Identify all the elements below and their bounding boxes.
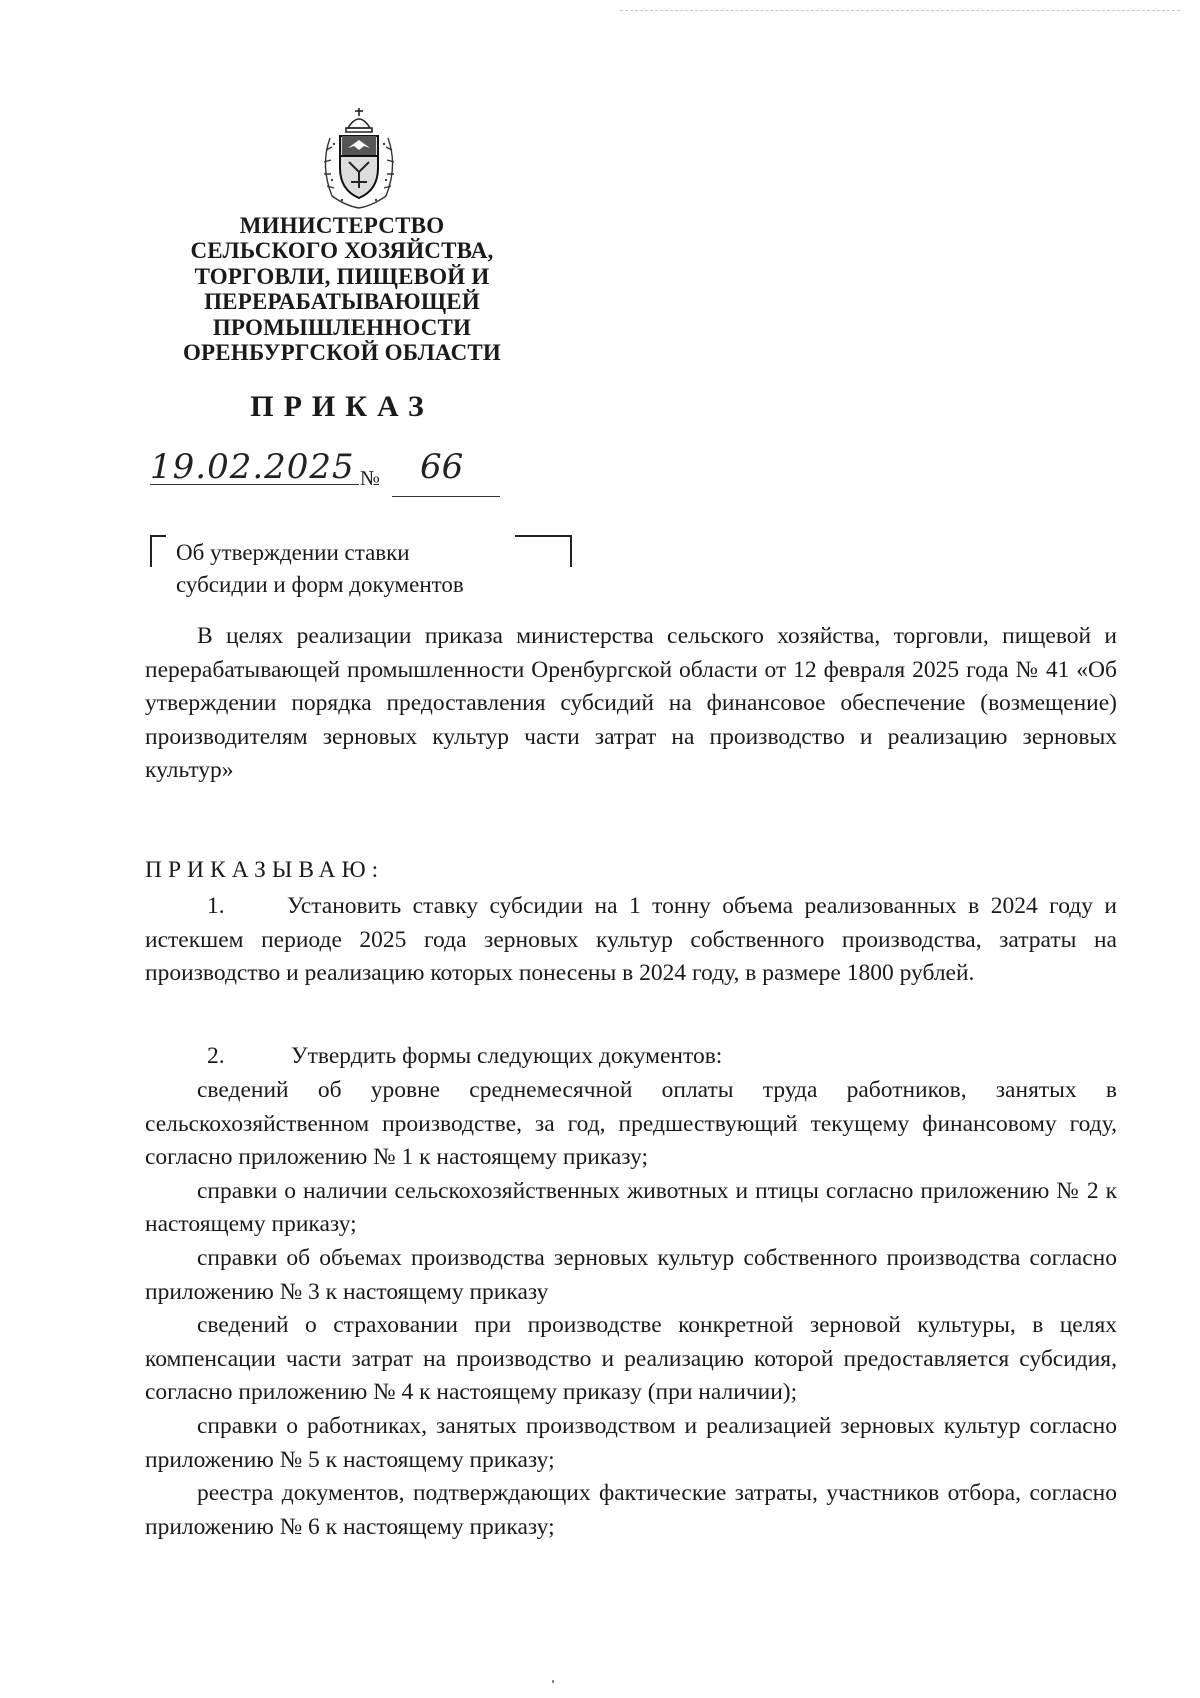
ministry-line: СЕЛЬСКОГО ХОЗЯЙСТВА, [190, 238, 494, 264]
ministry-line: ТОРГОВЛИ, ПИЩЕВОЙ И [194, 263, 490, 289]
coat-of-arms-emblem [318, 106, 400, 210]
order-number: 66 [420, 447, 464, 487]
order-date: 19.02.2025 [150, 447, 355, 487]
ministry-line: ОРЕНБУРГСКОЙ ОБЛАСТИ [182, 340, 502, 366]
item-2-text: Утвердить формы следующих документов: [291, 1043, 723, 1069]
form-item: справки о наличии сельскохозяйственных животных и птицы согласно приложению № 2 к настоящему приказу; [145, 1177, 1117, 1238]
forms-list [145, 1074, 1117, 1544]
ministry-name [140, 213, 544, 365]
ministry-line: МИНИСТЕРСТВО [239, 213, 445, 238]
ministry-line: ПЕРЕРАБАТЫВАЮЩЕЙ [204, 289, 480, 315]
scan-edge-line [620, 10, 1180, 11]
form-item: справки о работниках, занятых производством и реализацией зерновых культур согласно приложению № 5 к настоящему приказу; [145, 1412, 1117, 1473]
item-2-number: 2. [207, 1043, 225, 1069]
number-sign: № [360, 466, 381, 490]
item-1 [145, 890, 1117, 991]
subject-line: субсидии и форм документов [176, 572, 464, 597]
form-item: справки об объемах производства зерновых культур собственного производства согласно приложению № 3 к настоящему приказу [145, 1244, 1117, 1305]
scan-speck [552, 1680, 554, 1683]
subject-bracket-right [515, 535, 572, 567]
directive-heading: ПРИКАЗЫВАЮ: [145, 857, 385, 883]
form-item: сведений о страховании при производстве конкретной зерновой культуры, в целях компенсации части затрат на производство и реализацию которой предоставляется субсидия, согласно приложению № 4 к настоящему приказу (при наличии); [145, 1312, 1117, 1406]
ministry-line: ПРОМЫШЛЕННОСТИ [212, 314, 472, 340]
preamble-paragraph: В целях реализации приказа министерства сельского хозяйства, торговли, пищевой и перерабатывающей промышленности Оренбургской области от 12 февраля 2025 года № 41 «Об утверждении порядка предоставления субсидий на финансовое обеспечение (возмещение) производителям зерновых культур части затрат на производство и реализацию зерновых культур» [145, 623, 1117, 784]
subject-line: Об утверждении ставки [176, 540, 410, 565]
number-underline [392, 496, 500, 497]
item-2 [145, 1040, 722, 1074]
item-1-number: 1. [207, 893, 225, 919]
form-item: сведений об уровне среднемесячной оплаты труда работников, занятых в сельскохозяйственном производстве, за год, предшествующий текущему финансовому году, согласно приложению № 1 к настоящему приказу; [145, 1077, 1117, 1171]
item-1-text: Установить ставку субсидии на 1 тонну объема реализованных в 2024 году и истекшем периоде 2025 года зерновых культур собственного производства, затраты на производство и реализацию которых понесены в 2024 году, в размере 1800 рублей. [145, 893, 1117, 987]
subject-bracket-left [150, 535, 166, 567]
form-item: реестра документов, подтверждающих фактические затраты, участников отбора, согласно приложению № 6 к настоящему приказу; [145, 1480, 1117, 1540]
order-subject [176, 537, 464, 601]
order-title: ПРИКАЗ [250, 390, 434, 423]
